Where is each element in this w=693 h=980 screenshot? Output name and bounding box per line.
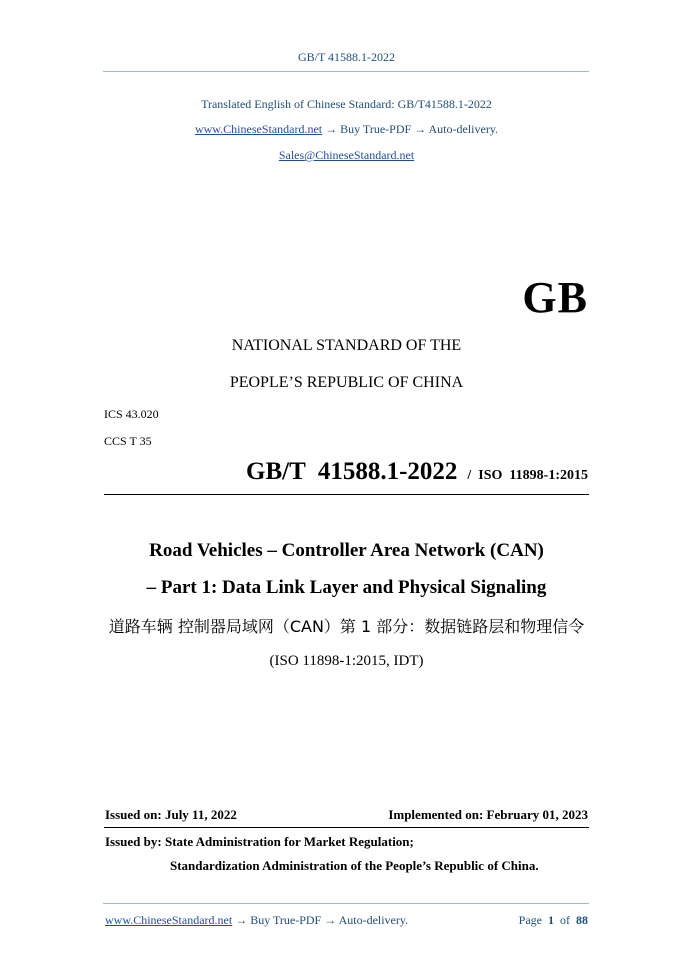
- translation-notice: Translated English of Chinese Standard: GB/T41588.1-2022: [201, 97, 492, 111]
- chinese-title: 道路车辆 控制器局域网（CAN）第 1 部分：数据链路层和物理信令: [108, 617, 585, 636]
- email-link[interactable]: Sales@ChineseStandard.net: [278, 148, 415, 162]
- title-line2: – Part 1: Data Link Layer and Physical Signaling: [146, 577, 547, 598]
- page-label: Page: [518, 913, 542, 927]
- national-standard-line1: NATIONAL STANDARD OF THE: [231, 337, 462, 354]
- implemented-on-date: Implemented on: February 01, 2023: [388, 807, 588, 822]
- footer-divider: [103, 903, 589, 904]
- ics-code: ICS 43.020: [104, 407, 159, 421]
- gb-logo: GB: [522, 273, 588, 322]
- standard-number-line: [246, 458, 588, 486]
- site-link[interactable]: www.ChineseStandard.net: [194, 122, 323, 136]
- purchase-line: [0, 122, 693, 137]
- footer-purchase-line: [105, 913, 408, 928]
- iso-reference: / ISO 11898-1:2015: [467, 468, 588, 483]
- email-line: [0, 148, 693, 163]
- running-header: GB/T 41588.1-2022: [297, 50, 396, 64]
- page-indicator: [519, 913, 588, 928]
- footer-purchase-text: → Buy True-PDF → Auto-delivery.: [232, 913, 409, 927]
- standard-number: GB/T 41588.1-2022: [246, 458, 458, 485]
- page-number: 1: [548, 913, 554, 927]
- footer-site-link[interactable]: www.ChineseStandard.net: [105, 913, 233, 927]
- header-divider: [103, 71, 589, 72]
- title-line1: Road Vehicles – Controller Area Network (CAN): [149, 540, 544, 561]
- issued-on-date: Issued on: July 11, 2022: [105, 807, 237, 822]
- national-standard-line2: PEOPLE’S REPUBLIC OF CHINA: [229, 374, 464, 391]
- of-label: of: [560, 913, 570, 927]
- purchase-text: → Buy True-PDF → Auto-delivery.: [322, 122, 499, 136]
- iso-equivalence: (ISO 11898-1:2015, IDT): [269, 653, 424, 669]
- ccs-code: CCS T 35: [104, 434, 152, 448]
- issuer-line2: Standardization Administration of the People’s Republic of China.: [170, 858, 539, 873]
- dates-divider: [104, 827, 589, 828]
- standard-divider: [104, 494, 589, 495]
- issuer-line1: Issued by: State Administration for Market Regulation;: [105, 834, 414, 849]
- page-total: 88: [576, 913, 588, 927]
